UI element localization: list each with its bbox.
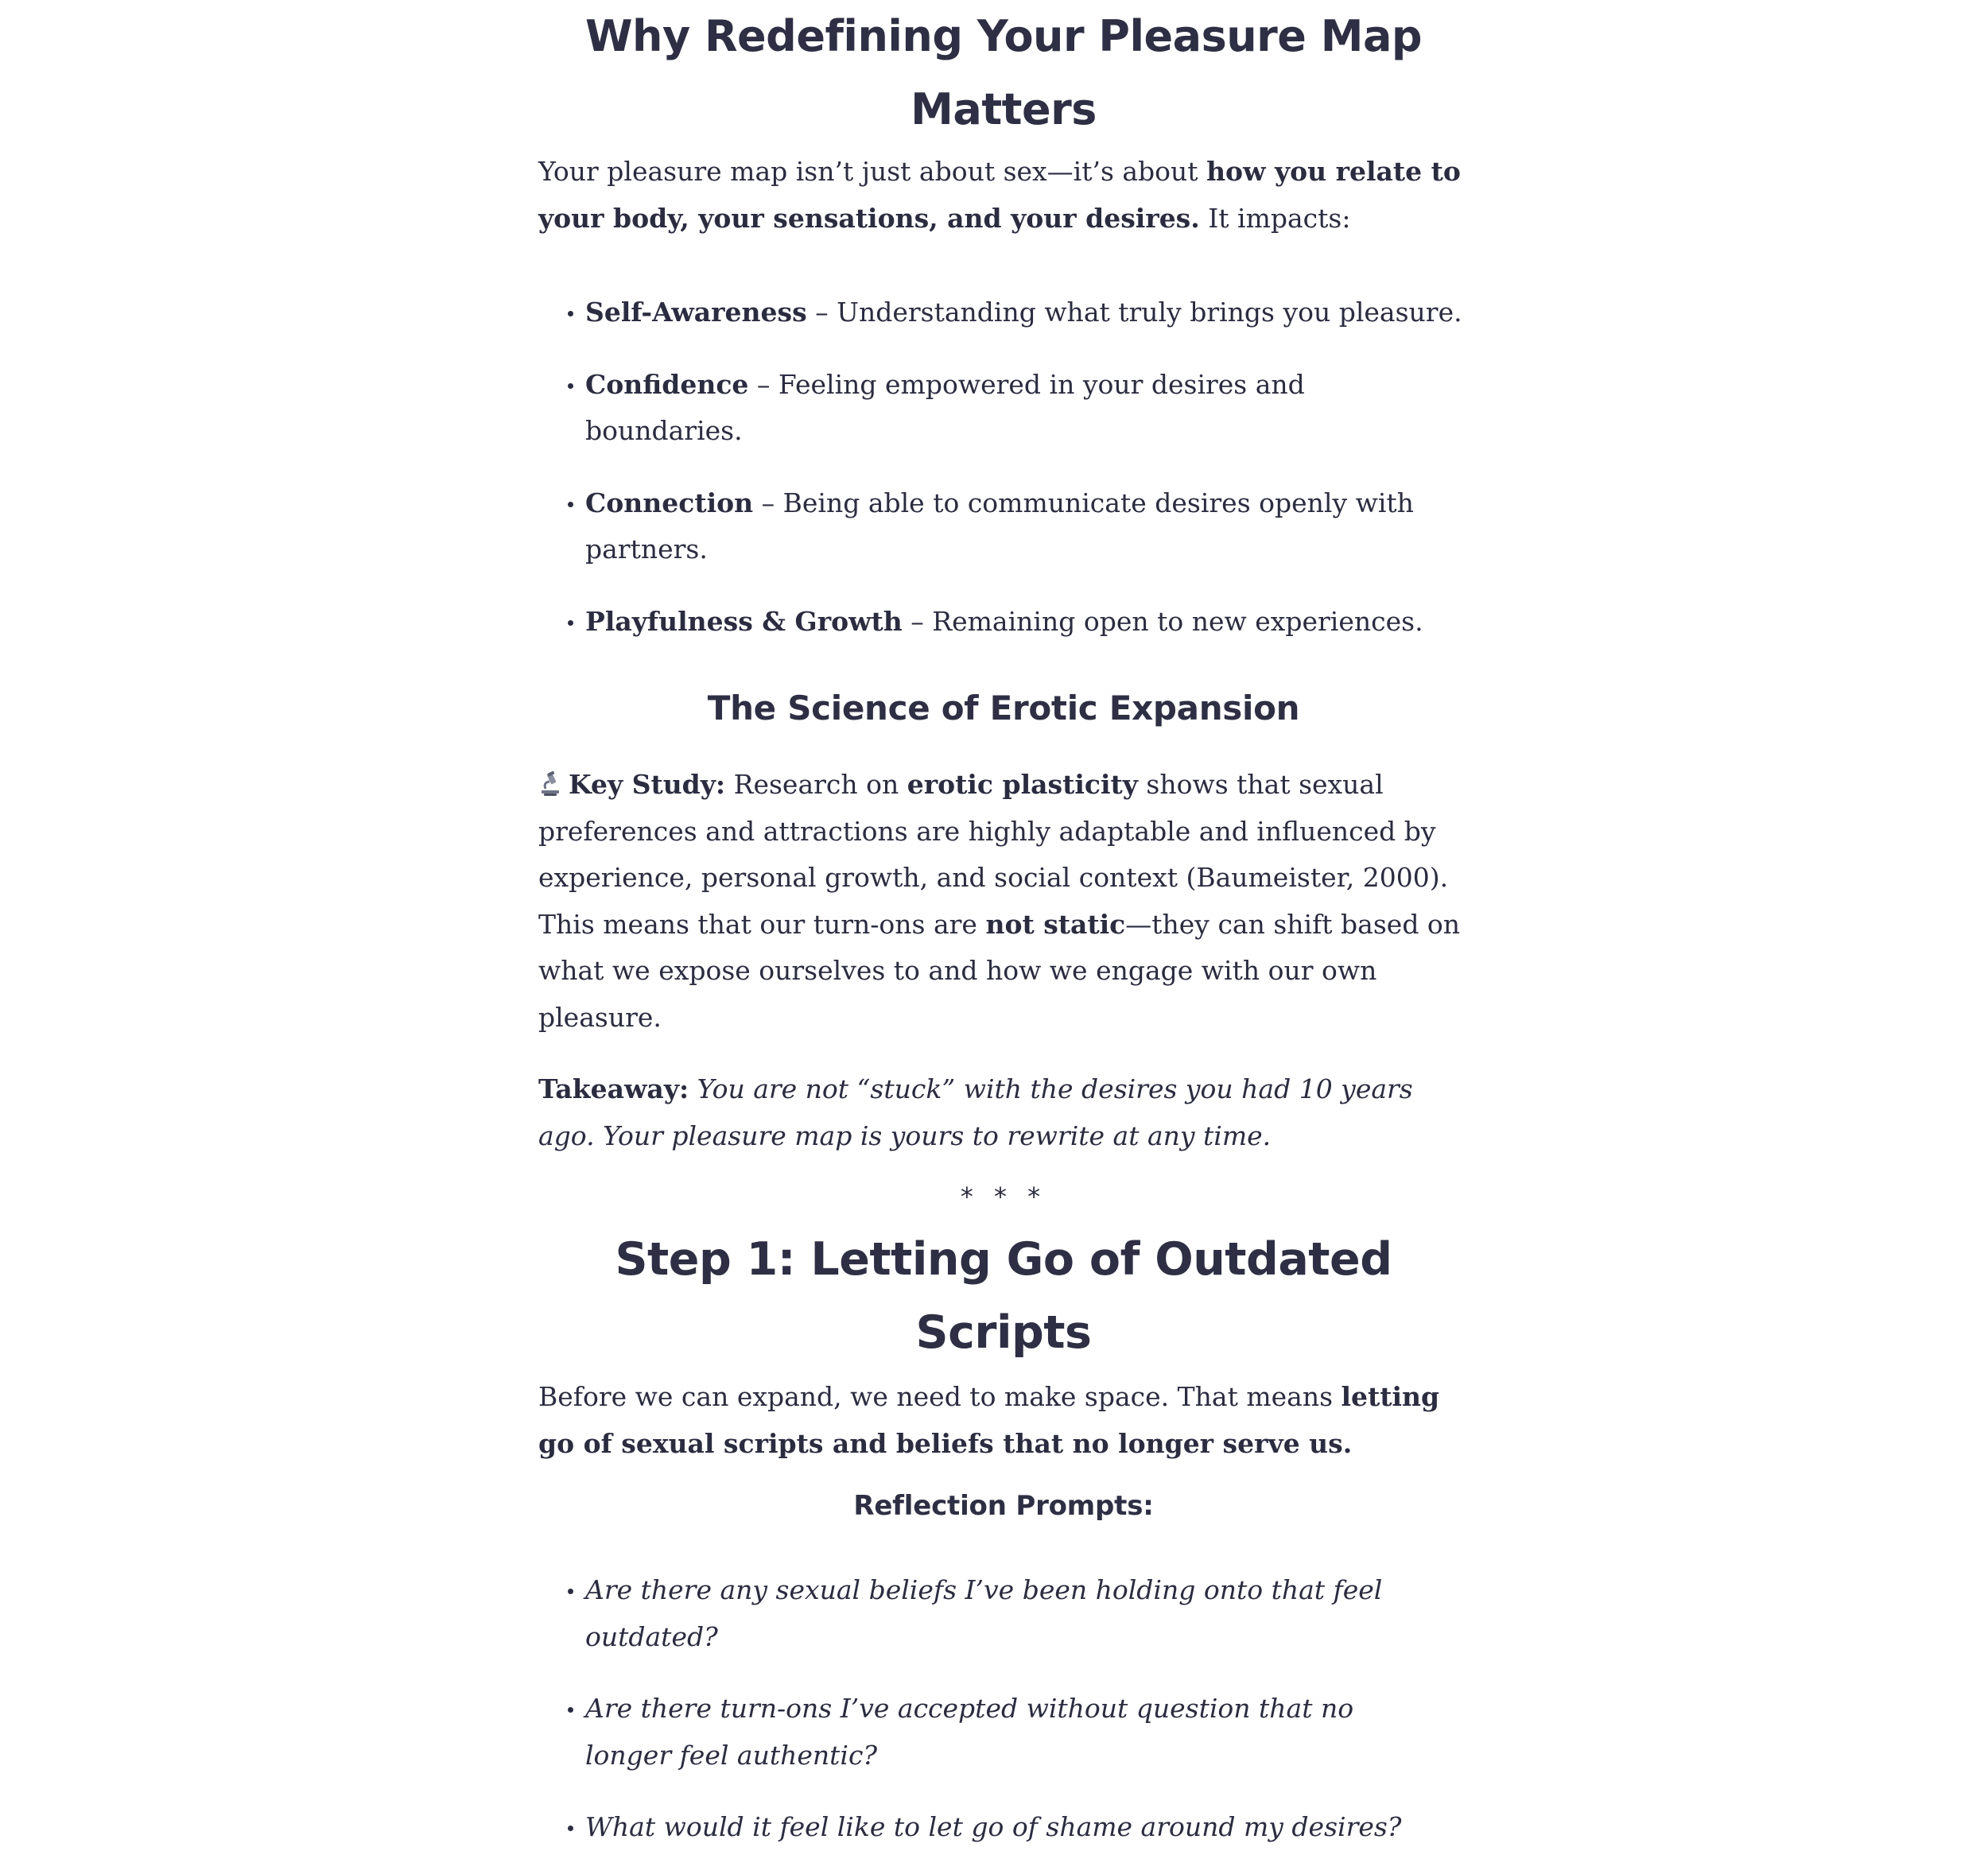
takeaway-text: You are not “stuck” with the desires you had 10 years ago. Your pleasure map is yours to rewrite at any time. <box>538 1073 1413 1151</box>
list-item: Connection – Being able to communicate desires openly with partners. <box>538 480 1469 573</box>
takeaway-label: Takeaway: <box>538 1073 689 1104</box>
section-title: Why Redefining Your Pleasure Map Matters <box>584 11 1423 134</box>
reflection-prompts-list <box>538 1567 1469 1851</box>
list-item: What would it feel like to let go of shame around my desires? <box>538 1804 1469 1851</box>
key-study-label: Key Study: <box>569 769 726 800</box>
list-item: Are there turn-ons I’ve accepted without question that no longer feel authentic? <box>538 1686 1469 1779</box>
list-item: Playfulness & Growth – Remaining open to new experiences. <box>538 599 1469 646</box>
intro-paragraph: Your pleasure map isn’t just about sex—it’s about how you relate to your body, your sensations, and your desires. It impacts: <box>538 156 1461 234</box>
step1-intro: Before we can expand, we need to make space. That means letting go of sexual scripts and beliefs that no longer serve us. <box>538 1381 1440 1459</box>
list-item: Self-Awareness – Understanding what truly brings you pleasure. <box>538 289 1469 336</box>
article-column <box>538 0 1469 1851</box>
step1-title: Step 1: Letting Go of Outdated Scripts <box>615 1233 1392 1359</box>
key-study-paragraph: Key Study: Research on erotic plasticity shows that sexual preferences and attractions are highly adaptable and influenced by experience, personal growth, and social context (Baumeister, 2000). This means that our turn-ons are not static—they can shift based on what we expose ourselves to and how we engage with our own pleasure. <box>538 762 1469 1041</box>
takeaway-paragraph <box>538 1066 1469 1159</box>
reflection-prompts-heading: Reflection Prompts: <box>853 1490 1154 1522</box>
impacts-list <box>538 289 1469 645</box>
section-separator: * * * <box>960 1182 1047 1212</box>
list-item: Are there any sexual beliefs I’ve been holding onto that feel outdated? <box>538 1567 1469 1660</box>
intro-emphasis: how you relate to your body, your sensations, and your desires. <box>538 156 1461 234</box>
microscope-icon <box>538 765 562 790</box>
science-heading: The Science of Erotic Expansion <box>707 689 1300 728</box>
list-item: Confidence – Feeling empowered in your desires and boundaries. <box>538 362 1469 455</box>
